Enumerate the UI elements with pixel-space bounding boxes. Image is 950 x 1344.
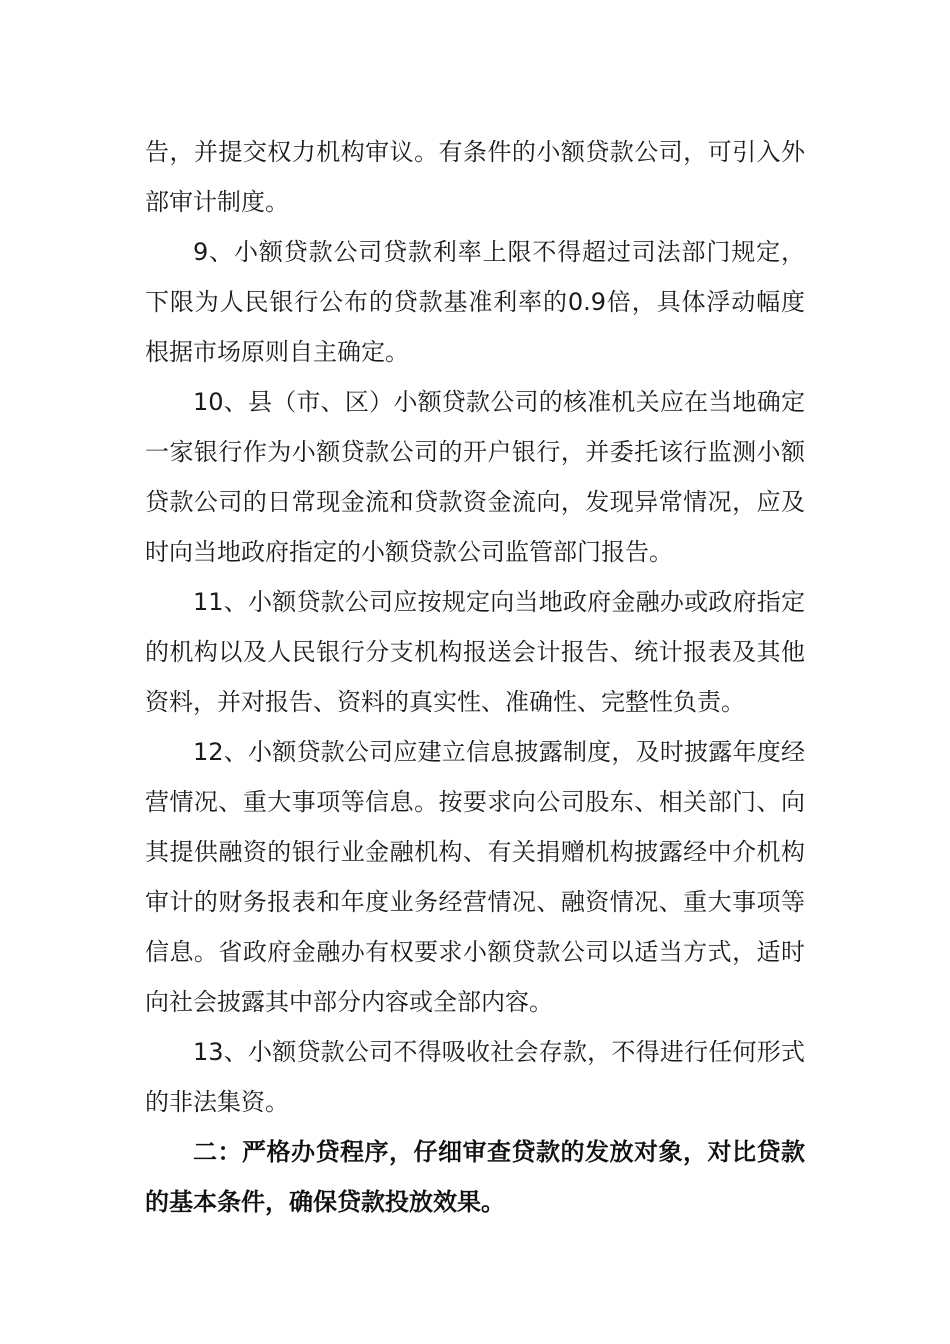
paragraph-continuation: 告，并提交权力机构审议。有条件的小额贷款公司，可引入外部审计制度。 (145, 138, 805, 216)
paragraph-item-11: 11、小额贷款公司应按规定向当地政府金融办或政府指定的机构以及人民银行分支机构报送会计报告、统计报表及其他资料，并对报告、资料的真实性、准确性、完整性负责。 (145, 588, 805, 716)
paragraph-item-10: 10、县（市、区）小额贷款公司的核准机关应在当地确定一家银行作为小额贷款公司的开户银行，并委托该行监测小额贷款公司的日常现金流和贷款资金流向，发现异常情况，应及时向当地政府指定的小额贷款公司监管部门报告。 (145, 388, 805, 566)
paragraph-item-13: 13、小额贷款公司不得吸收社会存款，不得进行任何形式的非法集资。 (145, 1038, 805, 1116)
paragraph-item-12: 12、小额贷款公司应建立信息披露制度，及时披露年度经营情况、重大事项等信息。按要求向公司股东、相关部门、向其提供融资的银行业金融机构、有关捐赠机构披露经中介机构审计的财务报表和年度业务经营情况、融资情况、重大事项等信息。省政府金融办有权要求小额贷款公司以适当方式，适时向社会披露其中部分内容或全部内容。 (145, 738, 805, 1016)
paragraph-item-9: 9、小额贷款公司贷款利率上限不得超过司法部门规定，下限为人民银行公布的贷款基准利率的0.9倍，具体浮动幅度根据市场原则自主确定。 (145, 238, 805, 366)
section-heading-2: 二：严格办贷程序，仔细审查贷款的发放对象，对比贷款的基本条件，确保贷款投放效果。 (145, 1138, 805, 1216)
document-body (145, 127, 805, 1227)
